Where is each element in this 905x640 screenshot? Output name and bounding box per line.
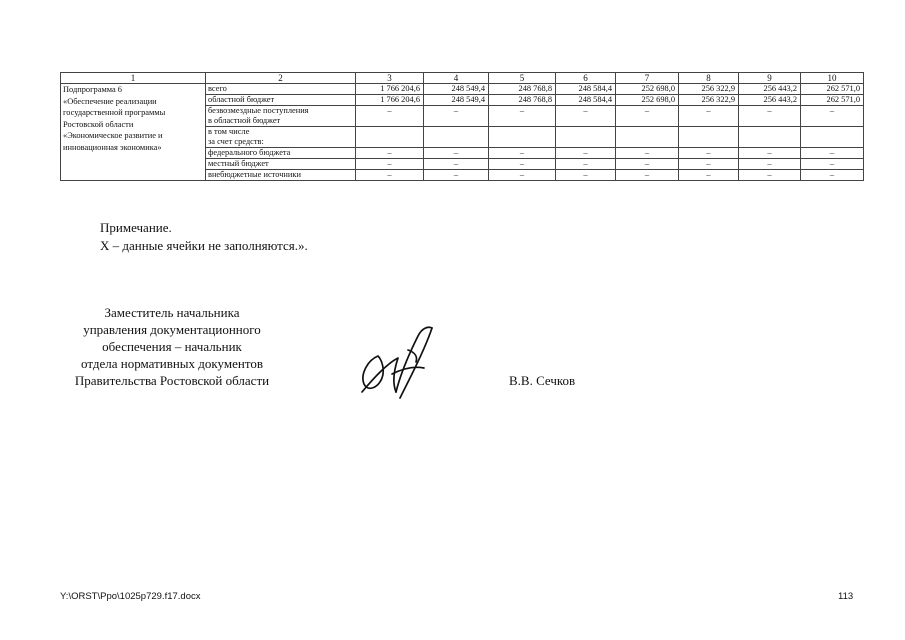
value-cell: –	[356, 170, 424, 181]
position-line: Заместитель начальника	[104, 305, 240, 320]
program-line: государственной программы	[63, 108, 166, 117]
value-cell: –	[739, 148, 801, 159]
column-header: 7	[616, 73, 679, 84]
value-cell: –	[356, 148, 424, 159]
value-cell: 1 766 204,6	[356, 84, 424, 95]
column-header: 3	[356, 73, 424, 84]
row-label: всего	[206, 84, 356, 95]
value-cell: –	[739, 170, 801, 181]
column-header: 6	[556, 73, 616, 84]
column-header: 10	[801, 73, 864, 84]
value-cell	[739, 127, 801, 148]
budget-table	[60, 72, 864, 181]
row-label	[206, 127, 356, 148]
value-cell	[489, 127, 556, 148]
program-line: Подпрограмма 6	[63, 85, 122, 94]
value-cell	[424, 127, 489, 148]
value-cell: –	[616, 106, 679, 127]
file-path: Y:\ORST\Ppo\1025p729.f17.docx	[60, 591, 201, 602]
column-header: 2	[206, 73, 356, 84]
value-cell: –	[424, 170, 489, 181]
value-cell	[556, 127, 616, 148]
value-cell: –	[679, 106, 739, 127]
value-cell: –	[801, 106, 864, 127]
program-line: «Экономическое развитие и	[63, 131, 163, 140]
note-text: Х – данные ячейки не заполняются.».	[100, 238, 308, 253]
position-line: Правительства Ростовской области	[74, 373, 270, 388]
position-line: отдела нормативных документов	[81, 356, 263, 371]
value-cell: 262 571,0	[801, 95, 864, 106]
value-cell: –	[679, 170, 739, 181]
value-cell: 262 571,0	[801, 84, 864, 95]
value-cell: 256 322,9	[679, 95, 739, 106]
value-cell: 248 768,8	[489, 84, 556, 95]
table-row	[61, 84, 864, 95]
value-cell: –	[489, 159, 556, 170]
value-cell: –	[616, 159, 679, 170]
value-cell: –	[739, 159, 801, 170]
value-cell: –	[489, 148, 556, 159]
position-line: управления документационного	[83, 322, 261, 337]
value-cell: –	[679, 159, 739, 170]
table-header-row	[61, 73, 864, 84]
value-cell: –	[556, 170, 616, 181]
value-cell: –	[679, 148, 739, 159]
note-block	[100, 219, 308, 255]
column-header: 5	[489, 73, 556, 84]
value-cell: –	[739, 106, 801, 127]
program-name-cell	[61, 84, 206, 181]
row-label-line: в областной бюджет	[208, 116, 281, 125]
row-label: федерального бюджета	[206, 148, 356, 159]
row-label-line: в том числе	[208, 127, 250, 136]
value-cell: 252 698,0	[616, 84, 679, 95]
value-cell: –	[556, 106, 616, 127]
signatory-position	[58, 304, 286, 389]
value-cell: 1 766 204,6	[356, 95, 424, 106]
value-cell: –	[556, 159, 616, 170]
value-cell: 248 584,4	[556, 84, 616, 95]
column-header: 8	[679, 73, 739, 84]
value-cell	[616, 127, 679, 148]
row-label-line: за счет средств:	[208, 137, 264, 146]
value-cell: 248 768,8	[489, 95, 556, 106]
value-cell: 248 549,4	[424, 84, 489, 95]
value-cell: –	[801, 148, 864, 159]
value-cell: 252 698,0	[616, 95, 679, 106]
row-label: внебюджетные источники	[206, 170, 356, 181]
value-cell: 248 549,4	[424, 95, 489, 106]
program-line: «Обеспечение реализации	[63, 96, 157, 106]
program-line: Ростовской области	[63, 119, 134, 129]
value-cell: –	[556, 148, 616, 159]
value-cell	[356, 127, 424, 148]
row-label: местный бюджет	[206, 159, 356, 170]
column-header: 4	[424, 73, 489, 84]
value-cell: 256 443,2	[739, 95, 801, 106]
row-label: областной бюджет	[206, 95, 356, 106]
value-cell: 256 443,2	[739, 84, 801, 95]
value-cell: –	[616, 148, 679, 159]
value-cell: 248 584,4	[556, 95, 616, 106]
row-label	[206, 106, 356, 127]
row-label-line: безвозмездные поступления	[208, 106, 309, 115]
value-cell: –	[489, 170, 556, 181]
column-header: 9	[739, 73, 801, 84]
page-number: 113	[838, 591, 854, 602]
value-cell: –	[356, 106, 424, 127]
value-cell: 256 322,9	[679, 84, 739, 95]
position-line: обеспечения – начальник	[102, 339, 242, 354]
value-cell: –	[801, 159, 864, 170]
value-cell: –	[424, 148, 489, 159]
column-header: 1	[61, 73, 206, 84]
program-line: инновационная экономика»	[63, 142, 162, 152]
value-cell	[801, 127, 864, 148]
handwritten-signature	[352, 322, 436, 400]
value-cell: –	[489, 106, 556, 127]
value-cell: –	[424, 106, 489, 127]
value-cell: –	[356, 159, 424, 170]
value-cell	[679, 127, 739, 148]
value-cell: –	[616, 170, 679, 181]
value-cell: –	[424, 159, 489, 170]
signatory-name: В.В. Сечков	[509, 373, 576, 388]
note-title: Примечание.	[100, 220, 172, 235]
value-cell: –	[801, 170, 864, 181]
